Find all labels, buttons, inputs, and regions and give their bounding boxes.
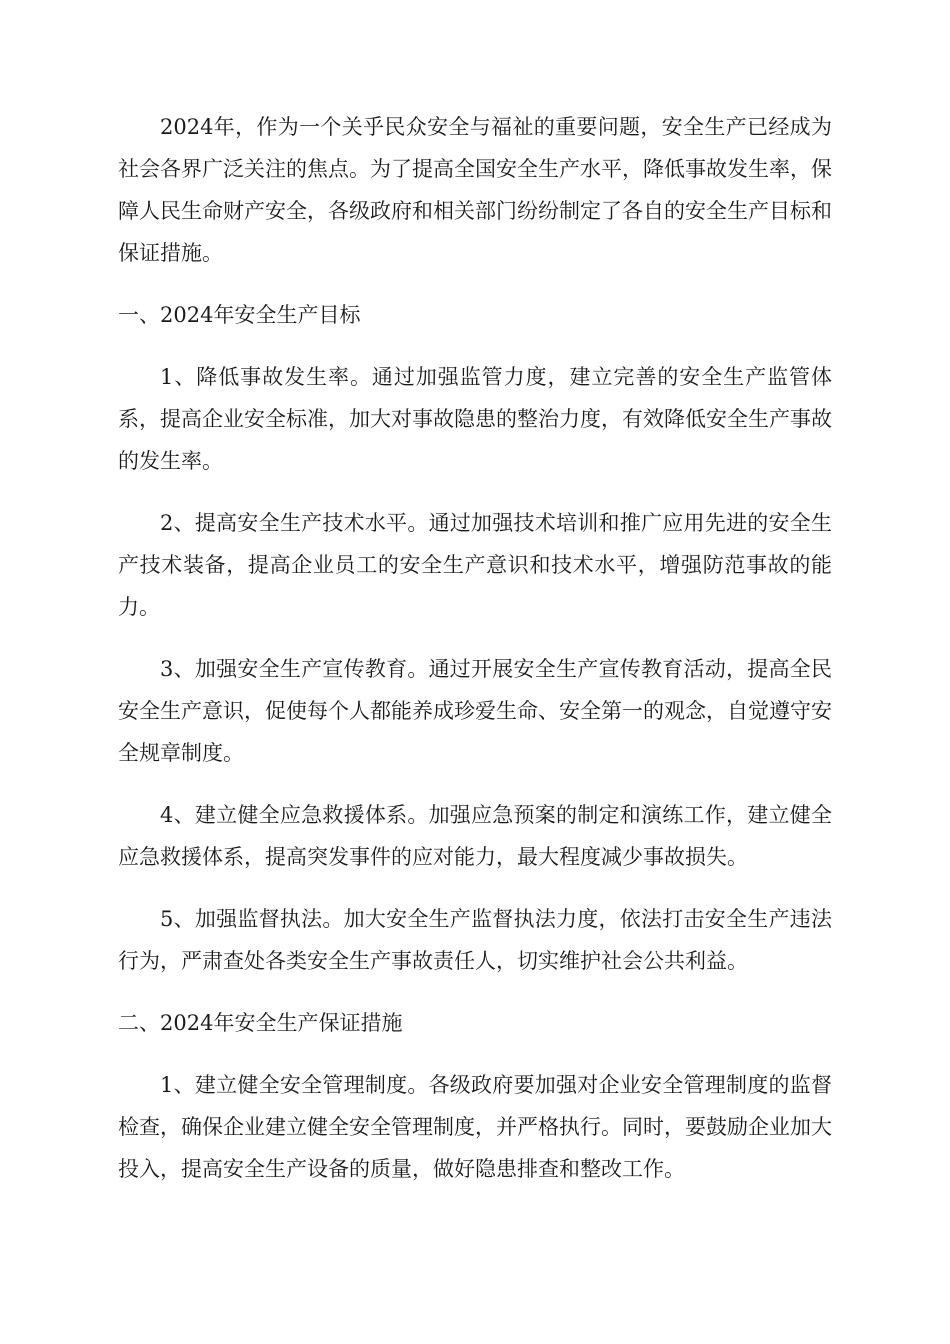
- goal-item: 5、加强监督执法。加大安全生产监督执法力度，依法打击安全生产违法行为，严肃查处各类安全生产事故责任人，切实维护社会公共利益。: [118, 907, 832, 973]
- intro-paragraph: 2024年，作为一个关乎民众安全与福祉的重要问题，安全生产已经成为社会各界广泛关注的焦点。为了提高全国安全生产水平，降低事故发生率，保障人民生命财产安全，各级政府和相关部门纷纷制定了各自的安全生产目标和保证措施。: [118, 115, 832, 265]
- goal-item: 4、建立健全应急救援体系。加强应急预案的制定和演练工作，建立健全应急救援体系，提高突发事件的应对能力，最大程度减少事故损失。: [118, 803, 832, 869]
- measure-item: 1、建立健全安全管理制度。各级政府要加强对企业安全管理制度的监督检查，确保企业建立健全安全管理制度，并严格执行。同时，要鼓励企业加大投入，提高安全生产设备的质量，做好隐患排查和整改工作。: [118, 1073, 832, 1181]
- goal-item: 2、提高安全生产技术水平。通过加强技术培训和推广应用先进的安全生产技术装备，提高企业员工的安全生产意识和技术水平，增强防范事故的能力。: [118, 511, 832, 619]
- goal-item: 3、加强安全生产宣传教育。通过开展安全生产宣传教育活动，提高全民安全生产意识，促使每个人都能养成珍爱生命、安全第一的观念，自觉遵守安全规章制度。: [118, 657, 832, 765]
- document-page: [118, 106, 832, 1210]
- section-heading-measures: 二、2024年安全生产保证措施: [118, 1011, 403, 1035]
- goal-item: 1、降低事故发生率。通过加强监管力度，建立完善的安全生产监管体系，提高企业安全标准，加大对事故隐患的整治力度，有效降低安全生产事故的发生率。: [118, 365, 832, 473]
- section-heading-goals: 一、2024年安全生产目标: [118, 303, 361, 327]
